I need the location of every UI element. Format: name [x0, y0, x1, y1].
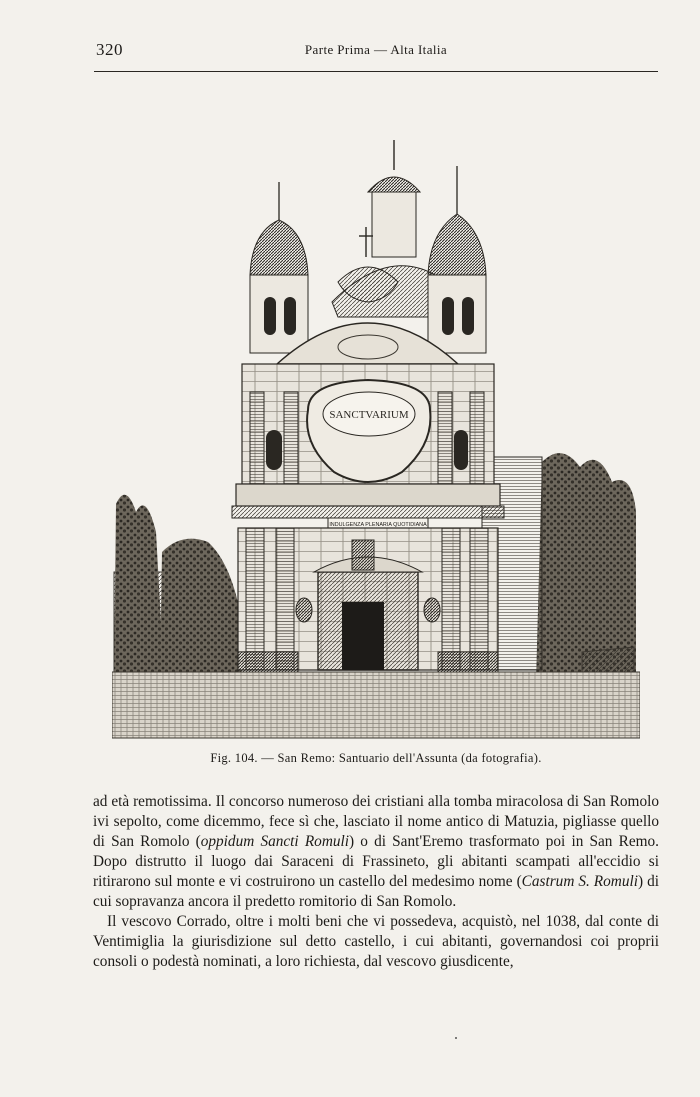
paragraph-1: ad età remotissima. Il concorso numeroso dei cristiani alla tomba miracolosa di San Romolo ivi sepolto, come dicemmo, fece sì che, lasciato il nome antico di Matuzia, pigliasse quello di San Romolo (oppidum Sancti Romuli) o di Sant'Eremo trasformato poi in San Remo. Dopo distrutto il luogo dai Saraceni di Frassineto, gli abitanti scampati all'eccidio si ritirarono sul monte e vi costruirono un castello del medesimo nome (Castrum S. Romuli) di cui sopravanza ancora il predetto romitorio di San Romolo.: [93, 793, 659, 910]
figure-caption: Fig. 104. — San Remo: Santuario dell'Assunta (da fotografia).: [210, 751, 542, 765]
piazza: [112, 672, 640, 738]
right-trees: [536, 453, 636, 682]
right-bell-tower: [428, 275, 486, 353]
dome-lantern: [372, 192, 416, 257]
right-window: [454, 430, 468, 470]
figure-engraving: [112, 92, 640, 740]
latin-term-castrum: Castrum S. Romuli: [521, 873, 638, 890]
left-bell-tower: [250, 275, 308, 353]
page-number: 320: [96, 40, 123, 59]
running-head: Parte Prima — Alta Italia: [304, 42, 448, 57]
banner-text: INDULGENZA PLENARIA QUOTIDIANA: [329, 522, 427, 528]
sanctuary-illustration: [112, 92, 640, 740]
paragraph-2: Il vescovo Corrado, oltre i molti beni che vi possedeva, acquistò, nel 1038, dal conte di Ventimiglia la giurisdizione sul detto castello, i cui abitanti, governandosi coi proprii consoli o podestà nominati, a loro richiesta, dal vescovo giusdicente,: [93, 913, 659, 970]
body-text: [93, 792, 659, 972]
portal-niche: [352, 540, 374, 570]
entablature: [236, 484, 500, 506]
cartouche-text: SANCTVARIUM: [329, 409, 409, 421]
page-speck: [455, 1037, 457, 1039]
left-window: [266, 430, 282, 470]
page-header: [96, 40, 656, 60]
latin-term-oppidum: oppidum Sancti Romuli: [200, 833, 350, 850]
header-rule: [94, 71, 658, 72]
main-door: [342, 602, 384, 670]
